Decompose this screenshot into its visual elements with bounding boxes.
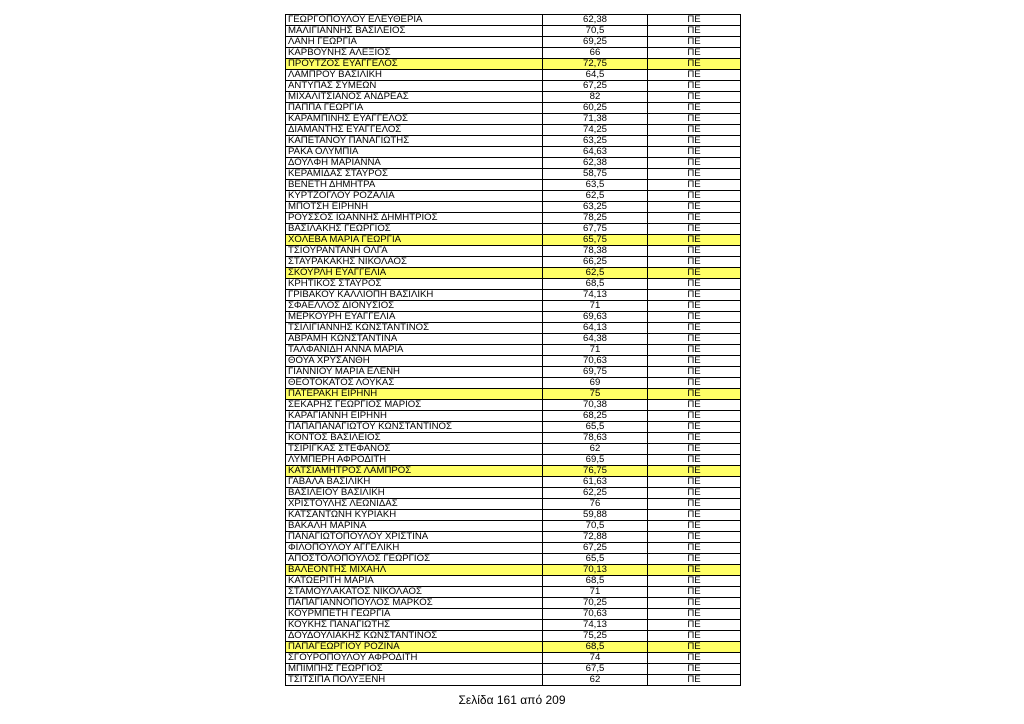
category-cell: ΠΕ bbox=[648, 400, 741, 411]
candidate-name-cell: ΒΑΣΙΛΑΚΗΣ ΓΕΩΡΓΙΟΣ bbox=[286, 224, 543, 235]
score-cell: 59,88 bbox=[543, 510, 648, 521]
score-cell: 71 bbox=[543, 587, 648, 598]
category-cell: ΠΕ bbox=[648, 675, 741, 686]
category-cell: ΠΕ bbox=[648, 543, 741, 554]
table-row bbox=[286, 26, 741, 37]
table-row bbox=[286, 444, 741, 455]
score-cell: 70,13 bbox=[543, 565, 648, 576]
score-cell: 78,25 bbox=[543, 213, 648, 224]
table-row bbox=[286, 675, 741, 686]
score-cell: 71 bbox=[543, 301, 648, 312]
score-cell: 66 bbox=[543, 48, 648, 59]
score-cell: 72,75 bbox=[543, 59, 648, 70]
category-cell: ΠΕ bbox=[648, 554, 741, 565]
table-row bbox=[286, 587, 741, 598]
category-cell: ΠΕ bbox=[648, 15, 741, 26]
table-row bbox=[286, 422, 741, 433]
score-cell: 64,13 bbox=[543, 323, 648, 334]
candidate-name-cell: ΚΟΥΚΗΣ ΠΑΝΑΓΙΩΤΗΣ bbox=[286, 620, 543, 631]
category-cell: ΠΕ bbox=[648, 37, 741, 48]
candidate-name-cell: ΑΒΡΑΜΗ ΚΩΝΣΤΑΝΤΙΝΑ bbox=[286, 334, 543, 345]
table-row bbox=[286, 642, 741, 653]
candidate-name-cell: ΘΕΟΤΟΚΑΤΟΣ ΛΟΥΚΑΣ bbox=[286, 378, 543, 389]
score-cell: 78,63 bbox=[543, 433, 648, 444]
category-cell: ΠΕ bbox=[648, 59, 741, 70]
candidate-name-cell: ΣΕΚΑΡΗΣ ΓΕΩΡΓΙΟΣ ΜΑΡΙΟΣ bbox=[286, 400, 543, 411]
score-cell: 74,13 bbox=[543, 620, 648, 631]
category-cell: ΠΕ bbox=[648, 488, 741, 499]
category-cell: ΠΕ bbox=[648, 345, 741, 356]
candidate-name-cell: ΔΟΥΔΟΥΛΙΑΚΗΣ ΚΩΝΣΤΑΝΤΙΝΟΣ bbox=[286, 631, 543, 642]
category-cell: ΠΕ bbox=[648, 257, 741, 268]
table-row bbox=[286, 356, 741, 367]
candidate-name-cell: ΚΟΝΤΟΣ ΒΑΣΙΛΕΙΟΣ bbox=[286, 433, 543, 444]
score-cell: 62,25 bbox=[543, 488, 648, 499]
category-cell: ΠΕ bbox=[648, 378, 741, 389]
table-row bbox=[286, 70, 741, 81]
table-row bbox=[286, 136, 741, 147]
category-cell: ΠΕ bbox=[648, 521, 741, 532]
candidate-name-cell: ΚΑΤΩΕΡΙΤΗ ΜΑΡΙΑ bbox=[286, 576, 543, 587]
candidate-name-cell: ΜΙΧΑΛΙΤΣΙΑΝΟΣ ΑΝΔΡΕΑΣ bbox=[286, 92, 543, 103]
category-cell: ΠΕ bbox=[648, 169, 741, 180]
score-cell: 74,25 bbox=[543, 125, 648, 136]
candidate-name-cell: ΣΚΟΥΡΛΗ ΕΥΑΓΓΕΛΙΑ bbox=[286, 268, 543, 279]
candidate-name-cell: ΤΣΙΛΙΓΙΑΝΝΗΣ ΚΩΝΣΤΑΝΤΙΝΟΣ bbox=[286, 323, 543, 334]
table-row bbox=[286, 125, 741, 136]
category-cell: ΠΕ bbox=[648, 565, 741, 576]
category-cell: ΠΕ bbox=[648, 433, 741, 444]
table-row bbox=[286, 345, 741, 356]
table-row bbox=[286, 367, 741, 378]
score-cell: 68,25 bbox=[543, 411, 648, 422]
candidate-name-cell: ΛΥΜΠΕΡΗ ΑΦΡΟΔΙΤΗ bbox=[286, 455, 543, 466]
score-cell: 68,5 bbox=[543, 279, 648, 290]
score-cell: 72,88 bbox=[543, 532, 648, 543]
candidate-name-cell: ΓΡΙΒΑΚΟΥ ΚΑΛΛΙΟΠΗ ΒΑΣΙΛΙΚΗ bbox=[286, 290, 543, 301]
candidate-name-cell: ΧΟΛΕΒΑ ΜΑΡΙΑ ΓΕΩΡΓΙΑ bbox=[286, 235, 543, 246]
table-row bbox=[286, 81, 741, 92]
table-row bbox=[286, 213, 741, 224]
table-row bbox=[286, 631, 741, 642]
score-cell: 67,75 bbox=[543, 224, 648, 235]
table-row bbox=[286, 378, 741, 389]
category-cell: ΠΕ bbox=[648, 180, 741, 191]
table-row bbox=[286, 290, 741, 301]
table-row bbox=[286, 466, 741, 477]
score-cell: 64,5 bbox=[543, 70, 648, 81]
table-row bbox=[286, 169, 741, 180]
score-cell: 61,63 bbox=[543, 477, 648, 488]
table-row bbox=[286, 114, 741, 125]
candidate-name-cell: ΠΑΤΕΡΑΚΗ ΕΙΡΗΝΗ bbox=[286, 389, 543, 400]
results-table-body bbox=[286, 15, 741, 686]
candidate-name-cell: ΦΙΛΟΠΟΥΛΟΥ ΑΓΓΕΛΙΚΗ bbox=[286, 543, 543, 554]
candidate-name-cell: ΚΑΡΑΜΠΙΝΗΣ ΕΥΑΓΓΕΛΟΣ bbox=[286, 114, 543, 125]
table-row bbox=[286, 334, 741, 345]
candidate-name-cell: ΓΙΑΝΝΙΟΥ ΜΑΡΙΑ ΕΛΕΝΗ bbox=[286, 367, 543, 378]
category-cell: ΠΕ bbox=[648, 103, 741, 114]
table-row bbox=[286, 543, 741, 554]
candidate-name-cell: ΤΣΙΡΙΓΚΑΣ ΣΤΕΦΑΝΟΣ bbox=[286, 444, 543, 455]
score-cell: 69,5 bbox=[543, 455, 648, 466]
category-cell: ΠΕ bbox=[648, 136, 741, 147]
candidate-name-cell: ΠΑΠΑΓΙΑΝΝΟΠΟΥΛΟΣ ΜΑΡΚΟΣ bbox=[286, 598, 543, 609]
score-cell: 65,5 bbox=[543, 422, 648, 433]
table-row bbox=[286, 180, 741, 191]
category-cell: ΠΕ bbox=[648, 224, 741, 235]
candidate-name-cell: ΠΑΠΑΠΑΝΑΓΙΩΤΟΥ ΚΩΝΣΤΑΝΤΙΝΟΣ bbox=[286, 422, 543, 433]
score-cell: 62 bbox=[543, 675, 648, 686]
candidate-name-cell: ΓΕΩΡΓΟΠΟΥΛΟΥ ΕΛΕΥΘΕΡΙΑ bbox=[286, 15, 543, 26]
table-row bbox=[286, 224, 741, 235]
category-cell: ΠΕ bbox=[648, 81, 741, 92]
candidate-name-cell: ΜΠΟΤΣΗ ΕΙΡΗΝΗ bbox=[286, 202, 543, 213]
score-cell: 62,5 bbox=[543, 191, 648, 202]
table-row bbox=[286, 521, 741, 532]
table-row bbox=[286, 323, 741, 334]
candidate-name-cell: ΚΥΡΤΖΟΓΛΟΥ ΡΟΖΑΛΙΑ bbox=[286, 191, 543, 202]
score-cell: 70,25 bbox=[543, 598, 648, 609]
score-cell: 78,38 bbox=[543, 246, 648, 257]
table-row bbox=[286, 554, 741, 565]
score-cell: 68,5 bbox=[543, 576, 648, 587]
candidate-name-cell: ΒΑΛΕΟΝΤΗΣ ΜΙΧΑΗΛ bbox=[286, 565, 543, 576]
category-cell: ΠΕ bbox=[648, 598, 741, 609]
category-cell: ΠΕ bbox=[648, 499, 741, 510]
score-cell: 75,25 bbox=[543, 631, 648, 642]
candidate-name-cell: ΜΠΙΜΠΗΣ ΓΕΩΡΓΙΟΣ bbox=[286, 664, 543, 675]
category-cell: ΠΕ bbox=[648, 334, 741, 345]
score-cell: 64,38 bbox=[543, 334, 648, 345]
category-cell: ΠΕ bbox=[648, 356, 741, 367]
table-row bbox=[286, 48, 741, 59]
candidate-name-cell: ΜΕΡΚΟΥΡΗ ΕΥΑΓΓΕΛΙΑ bbox=[286, 312, 543, 323]
category-cell: ΠΕ bbox=[648, 125, 741, 136]
candidate-name-cell: ΛΑΝΗ ΓΕΩΡΓΙΑ bbox=[286, 37, 543, 48]
candidate-name-cell: ΚΑΤΣΑΝΤΩΝΗ ΚΥΡΙΑΚΗ bbox=[286, 510, 543, 521]
score-cell: 70,5 bbox=[543, 521, 648, 532]
score-cell: 76,75 bbox=[543, 466, 648, 477]
table-row bbox=[286, 400, 741, 411]
category-cell: ΠΕ bbox=[648, 26, 741, 37]
score-cell: 64,63 bbox=[543, 147, 648, 158]
category-cell: ΠΕ bbox=[648, 70, 741, 81]
score-cell: 74 bbox=[543, 653, 648, 664]
candidate-name-cell: ΡΟΥΣΣΟΣ ΙΩΑΝΝΗΣ ΔΗΜΗΤΡΙΟΣ bbox=[286, 213, 543, 224]
table-row bbox=[286, 279, 741, 290]
score-cell: 65,75 bbox=[543, 235, 648, 246]
table-row bbox=[286, 389, 741, 400]
candidate-name-cell: ΣΓΟΥΡΟΠΟΥΛΟΥ ΑΦΡΟΔΙΤΗ bbox=[286, 653, 543, 664]
table-row bbox=[286, 565, 741, 576]
category-cell: ΠΕ bbox=[648, 301, 741, 312]
candidate-name-cell: ΛΑΜΠΡΟΥ ΒΑΣΙΛΙΚΗ bbox=[286, 70, 543, 81]
candidate-name-cell: ΑΝΤΥΠΑΣ ΣΥΜΕΩΝ bbox=[286, 81, 543, 92]
category-cell: ΠΕ bbox=[648, 268, 741, 279]
candidate-name-cell: ΤΑΛΦΑΝΙΔΗ ΑΝΝΑ ΜΑΡΙΑ bbox=[286, 345, 543, 356]
candidate-name-cell: ΠΑΠΠΑ ΓΕΩΡΓΙΑ bbox=[286, 103, 543, 114]
table-row bbox=[286, 664, 741, 675]
score-cell: 63,25 bbox=[543, 202, 648, 213]
category-cell: ΠΕ bbox=[648, 246, 741, 257]
category-cell: ΠΕ bbox=[648, 213, 741, 224]
table-row bbox=[286, 246, 741, 257]
category-cell: ΠΕ bbox=[648, 631, 741, 642]
page-footer: Σελίδα 161 από 209 bbox=[458, 693, 566, 707]
category-cell: ΠΕ bbox=[648, 587, 741, 598]
category-cell: ΠΕ bbox=[648, 202, 741, 213]
table-row bbox=[286, 455, 741, 466]
score-cell: 62 bbox=[543, 444, 648, 455]
candidate-name-cell: ΡΑΚΑ ΟΛΥΜΠΙΑ bbox=[286, 147, 543, 158]
category-cell: ΠΕ bbox=[648, 389, 741, 400]
table-row bbox=[286, 620, 741, 631]
category-cell: ΠΕ bbox=[648, 653, 741, 664]
category-cell: ΠΕ bbox=[648, 191, 741, 202]
candidate-name-cell: ΚΑΡΑΓΙΑΝΝΗ ΕΙΡΗΝΗ bbox=[286, 411, 543, 422]
candidate-name-cell: ΠΑΝΑΓΙΩΤΟΠΟΥΛΟΥ ΧΡΙΣΤΙΝΑ bbox=[286, 532, 543, 543]
table-row bbox=[286, 301, 741, 312]
candidate-name-cell: ΜΑΛΙΓΙΑΝΝΗΣ ΒΑΣΙΛΕΙΟΣ bbox=[286, 26, 543, 37]
table-row bbox=[286, 598, 741, 609]
category-cell: ΠΕ bbox=[648, 664, 741, 675]
category-cell: ΠΕ bbox=[648, 609, 741, 620]
table-row bbox=[286, 147, 741, 158]
score-cell: 67,25 bbox=[543, 81, 648, 92]
table-row bbox=[286, 312, 741, 323]
candidate-name-cell: ΚΑΡΒΟΥΝΗΣ ΑΛΕΞΙΟΣ bbox=[286, 48, 543, 59]
category-cell: ΠΕ bbox=[648, 158, 741, 169]
table-row bbox=[286, 59, 741, 70]
table-row bbox=[286, 653, 741, 664]
score-cell: 66,25 bbox=[543, 257, 648, 268]
table-row bbox=[286, 158, 741, 169]
candidate-name-cell: ΑΠΟΣΤΟΛΟΠΟΥΛΟΣ ΓΕΩΡΓΙΟΣ bbox=[286, 554, 543, 565]
table-row bbox=[286, 92, 741, 103]
results-table bbox=[285, 14, 741, 686]
table-row bbox=[286, 235, 741, 246]
table-row bbox=[286, 15, 741, 26]
score-cell: 70,5 bbox=[543, 26, 648, 37]
candidate-name-cell: ΠΑΠΑΓΕΩΡΓΙΟΥ ΡΟΖΙΝΑ bbox=[286, 642, 543, 653]
table-row bbox=[286, 411, 741, 422]
score-cell: 70,63 bbox=[543, 609, 648, 620]
table-row bbox=[286, 532, 741, 543]
score-cell: 63,5 bbox=[543, 180, 648, 191]
table-row bbox=[286, 609, 741, 620]
candidate-name-cell: ΒΑΚΑΛΗ ΜΑΡΙΝΑ bbox=[286, 521, 543, 532]
score-cell: 65,5 bbox=[543, 554, 648, 565]
table-row bbox=[286, 499, 741, 510]
candidate-name-cell: ΔΙΑΜΑΝΤΗΣ ΕΥΑΓΓΕΛΟΣ bbox=[286, 125, 543, 136]
category-cell: ΠΕ bbox=[648, 290, 741, 301]
category-cell: ΠΕ bbox=[648, 642, 741, 653]
table-row bbox=[286, 191, 741, 202]
candidate-name-cell: ΚΑΠΕΤΑΝΟΥ ΠΑΝΑΓΙΩΤΗΣ bbox=[286, 136, 543, 147]
category-cell: ΠΕ bbox=[648, 466, 741, 477]
table-row bbox=[286, 37, 741, 48]
category-cell: ΠΕ bbox=[648, 92, 741, 103]
score-cell: 63,25 bbox=[543, 136, 648, 147]
score-cell: 67,5 bbox=[543, 664, 648, 675]
category-cell: ΠΕ bbox=[648, 532, 741, 543]
score-cell: 76 bbox=[543, 499, 648, 510]
table-row bbox=[286, 268, 741, 279]
category-cell: ΠΕ bbox=[648, 576, 741, 587]
category-cell: ΠΕ bbox=[648, 147, 741, 158]
table-row bbox=[286, 488, 741, 499]
category-cell: ΠΕ bbox=[648, 48, 741, 59]
table-row bbox=[286, 510, 741, 521]
candidate-name-cell: ΓΑΒΑΛΑ ΒΑΣΙΛΙΚΗ bbox=[286, 477, 543, 488]
score-cell: 82 bbox=[543, 92, 648, 103]
category-cell: ΠΕ bbox=[648, 444, 741, 455]
score-cell: 58,75 bbox=[543, 169, 648, 180]
score-cell: 74,13 bbox=[543, 290, 648, 301]
score-cell: 71,38 bbox=[543, 114, 648, 125]
score-cell: 60,25 bbox=[543, 103, 648, 114]
score-cell: 69,25 bbox=[543, 37, 648, 48]
score-cell: 70,38 bbox=[543, 400, 648, 411]
category-cell: ΠΕ bbox=[648, 422, 741, 433]
category-cell: ΠΕ bbox=[648, 323, 741, 334]
category-cell: ΠΕ bbox=[648, 114, 741, 125]
category-cell: ΠΕ bbox=[648, 279, 741, 290]
table-row bbox=[286, 257, 741, 268]
candidate-name-cell: ΚΡΗΤΙΚΟΣ ΣΤΑΥΡΟΣ bbox=[286, 279, 543, 290]
candidate-name-cell: ΣΤΑΥΡΑΚΑΚΗΣ ΝΙΚΟΛΑΟΣ bbox=[286, 257, 543, 268]
category-cell: ΠΕ bbox=[648, 477, 741, 488]
score-cell: 62,38 bbox=[543, 15, 648, 26]
candidate-name-cell: ΒΑΣΙΛΕΙΟΥ ΒΑΣΙΛΙΚΗ bbox=[286, 488, 543, 499]
candidate-name-cell: ΠΡΟΥΤΖΟΣ ΕΥΑΓΓΕΛΟΣ bbox=[286, 59, 543, 70]
table-row bbox=[286, 103, 741, 114]
candidate-name-cell: ΤΣΙΟΥΡΑΝΤΑΝΗ ΟΛΓΑ bbox=[286, 246, 543, 257]
table-row bbox=[286, 576, 741, 587]
candidate-name-cell: ΚΑΤΣΙΑΜΗΤΡΟΣ ΛΑΜΠΡΟΣ bbox=[286, 466, 543, 477]
candidate-name-cell: ΣΤΑΜΟΥΛΑΚΑΤΟΣ ΝΙΚΟΛΑΟΣ bbox=[286, 587, 543, 598]
score-cell: 62,5 bbox=[543, 268, 648, 279]
score-cell: 69,63 bbox=[543, 312, 648, 323]
candidate-name-cell: ΚΟΥΡΜΠΕΤΗ ΓΕΩΡΓΙΑ bbox=[286, 609, 543, 620]
candidate-name-cell: ΤΣΙΤΣΙΠΑ ΠΟΛΥΞΕΝΗ bbox=[286, 675, 543, 686]
candidate-name-cell: ΧΡΙΣΤΟΥΛΗΣ ΛΕΩΝΙΔΑΣ bbox=[286, 499, 543, 510]
score-cell: 75 bbox=[543, 389, 648, 400]
score-cell: 69 bbox=[543, 378, 648, 389]
table-row bbox=[286, 477, 741, 488]
category-cell: ΠΕ bbox=[648, 235, 741, 246]
candidate-name-cell: ΒΕΝΕΤΗ ΔΗΜΗΤΡΑ bbox=[286, 180, 543, 191]
score-cell: 67,25 bbox=[543, 543, 648, 554]
table-row bbox=[286, 202, 741, 213]
score-cell: 71 bbox=[543, 345, 648, 356]
candidate-name-cell: ΔΟΥΛΦΗ ΜΑΡΙΑΝΝΑ bbox=[286, 158, 543, 169]
score-cell: 70,63 bbox=[543, 356, 648, 367]
category-cell: ΠΕ bbox=[648, 455, 741, 466]
category-cell: ΠΕ bbox=[648, 411, 741, 422]
table-row bbox=[286, 433, 741, 444]
score-cell: 62,38 bbox=[543, 158, 648, 169]
category-cell: ΠΕ bbox=[648, 510, 741, 521]
candidate-name-cell: ΘΟΥΑ ΧΡΥΣΑΝΘΗ bbox=[286, 356, 543, 367]
category-cell: ΠΕ bbox=[648, 367, 741, 378]
score-cell: 68,5 bbox=[543, 642, 648, 653]
score-cell: 69,75 bbox=[543, 367, 648, 378]
candidate-name-cell: ΚΕΡΑΜΙΔΑΣ ΣΤΑΥΡΟΣ bbox=[286, 169, 543, 180]
category-cell: ΠΕ bbox=[648, 620, 741, 631]
candidate-name-cell: ΣΦΑΕΛΛΟΣ ΔΙΟΝΥΣΙΟΣ bbox=[286, 301, 543, 312]
category-cell: ΠΕ bbox=[648, 312, 741, 323]
